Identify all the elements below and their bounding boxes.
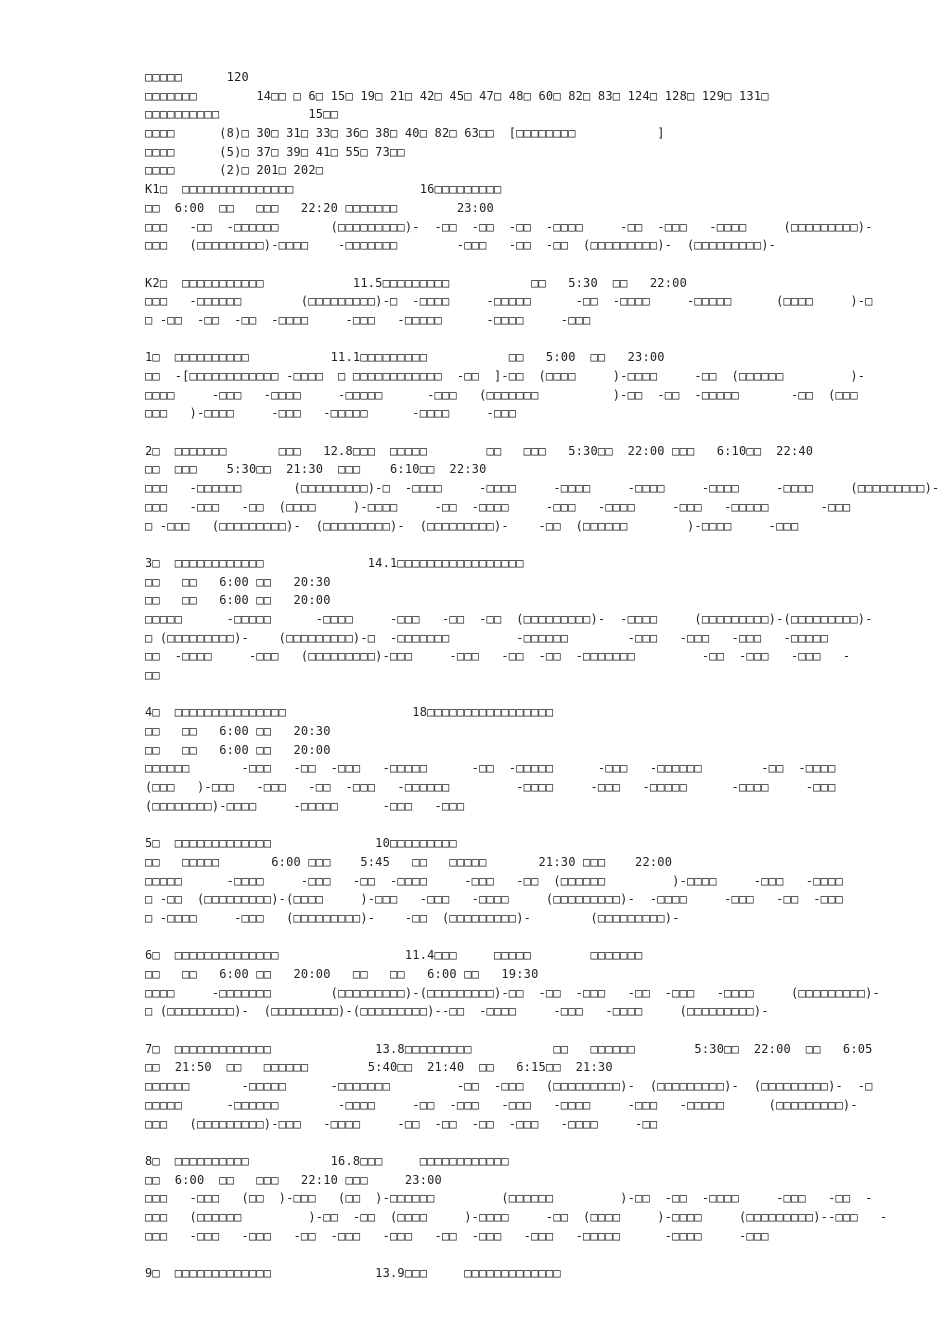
text-line: □□□□ -□□□□□□□ (□□□□□□□□□)-(□□□□□□□□□)-□□ -□□ -□□□ -□□ -□□□ -□□□□ (□□□□□□□□□)- — [145, 985, 881, 1000]
text-line: □□□□□□ -□□□□□ -□□□□□□□ -□□ -□□□ (□□□□□□□□□)- (□□□□□□□□□)- (□□□□□□□□□)- -□ — [145, 1079, 873, 1094]
text-line: □□ □□ 6:00 □□ 20:00 □□ □□ 6:00 □□ 19:30 — [145, 967, 539, 981]
text-line: □ (□□□□□□□□□)- (□□□□□□□□□)-(□□□□□□□□□)--□□ -□□□□ -□□□ -□□□□ (□□□□□□□□□)- — [145, 1004, 769, 1019]
text-line: □□□□ (5)□ 37□ 39□ 41□ 55□ 73□□ — [145, 144, 405, 159]
text-line: □□□ (□□□□□□□□□)-□□□ -□□□□ -□□ -□□ -□□ -□□□ -□□□□ -□□ — [145, 1116, 658, 1131]
text-line: 7□ □□□□□□□□□□□□□ 13.8□□□□□□□□□ □□ □□□□□□ 5:30□□ 22:00 □□ 6:05 — [145, 1041, 873, 1056]
text-line: □□ □□□□□ 6:00 □□□ 5:45 □□ □□□□□ 21:30 □□□ 22:00 — [145, 854, 673, 869]
paragraph-gap — [145, 816, 825, 835]
paragraph-gap — [145, 255, 825, 274]
text-line: 4□ □□□□□□□□□□□□□□□ 18□□□□□□□□□□□□□□□□□ — [145, 705, 554, 720]
text-line: □□□□□ -□□□□□□ -□□□□ -□□ -□□□ -□□□ -□□□□ -□□□ -□□□□□ (□□□□□□□□□)- — [145, 1097, 858, 1112]
text-line: □□□□□ 120 — [145, 70, 249, 84]
text-line: □□ -[□□□□□□□□□□□□ -□□□□ □ □□□□□□□□□□□□ -□□ ]-□□ (□□□□ )-□□□□ -□□ (□□□□□□ )- — [145, 369, 866, 383]
text-line: 1□ □□□□□□□□□□ 11.1□□□□□□□□□ □□ 5:00 □□ 23:00 — [145, 350, 665, 365]
paragraph-gap — [145, 1021, 825, 1040]
text-line: □□ 21:50 □□ □□□□□□ 5:40□□ 21:40 □□ 6:15□□ 21:30 — [145, 1060, 613, 1075]
text-line: □□□□ (8)□ 30□ 31□ 33□ 36□ 38□ 40□ 82□ 63□□ [□□□□□□□□ ] — [145, 126, 665, 141]
text-line: □□□□□□□ 14□□ □ 6□ 15□ 19□ 21□ 42□ 45□ 47□ 48□ 60□ 82□ 83□ 124□ 128□ 129□ 131□ — [145, 88, 769, 103]
paragraph-gap — [145, 423, 825, 442]
paragraph-gap — [145, 330, 825, 349]
text-line: □□ □□ 6:00 □□ 20:30 — [145, 574, 331, 589]
text-line: □□□□□□□□□□ 15□□ — [145, 107, 339, 122]
text-line: □□□ (□□□□□□ )-□□ -□□ (□□□□ )-□□□□ -□□ (□□□□ )-□□□□ (□□□□□□□□□)--□□□ - — [145, 1209, 888, 1224]
text-line: □□□ -□□ -□□□□□□ (□□□□□□□□□)- -□□ -□□ -□□ -□□□□ -□□ -□□□ -□□□□ (□□□□□□□□□)- — [145, 219, 873, 234]
text-line: □ -□□□□ -□□□ (□□□□□□□□□)- -□□ (□□□□□□□□□)- (□□□□□□□□□)- — [145, 910, 680, 925]
text-line: 5□ □□□□□□□□□□□□□ 10□□□□□□□□□ — [145, 836, 457, 851]
text-line: 3□ □□□□□□□□□□□□ 14.1□□□□□□□□□□□□□□□□□ — [145, 555, 524, 570]
paragraph-gap — [145, 535, 825, 554]
text-line: □□ -□□□□ -□□□ (□□□□□□□□□)-□□□ -□□□ -□□ -□□ -□□□□□□□ -□□ -□□□ -□□□ - — [145, 649, 851, 664]
text-line: □□□ (□□□□□□□□□)-□□□□ -□□□□□□□ -□□□ -□□ -□□ (□□□□□□□□□)- (□□□□□□□□□)- — [145, 238, 777, 253]
text-line: K1□ □□□□□□□□□□□□□□□ 16□□□□□□□□□ — [145, 182, 502, 197]
paragraph-gap — [145, 928, 825, 947]
text-line: □□ □□ 6:00 □□ 20:00 — [145, 742, 331, 757]
text-line: □□ □□ 6:00 □□ 20:30 — [145, 724, 331, 739]
text-line: K2□ □□□□□□□□□□□ 11.5□□□□□□□□□ □□ 5:30 □□ 22:00 — [145, 275, 687, 290]
text-line: □□□ -□□□ -□□ (□□□□ )-□□□□ -□□ -□□□□ -□□□ -□□□□ -□□□ -□□□□□ -□□□ — [145, 499, 851, 514]
text-line: (□□□ )-□□□ -□□□ -□□ -□□□ -□□□□□□ -□□□□ -□□□ -□□□□□ -□□□□ -□□□ — [145, 780, 836, 795]
text-line: □ (□□□□□□□□□)- (□□□□□□□□□)-□ -□□□□□□□ -□□□□□□ -□□□ -□□□ -□□□ -□□□□□ — [145, 630, 829, 645]
text-line: □□□ )-□□□□ -□□□ -□□□□□ -□□□□ -□□□ — [145, 406, 517, 421]
text-line: □□□□□ -□□□□ -□□□ -□□ -□□□□ -□□□ -□□ (□□□□□□ )-□□□□ -□□□ -□□□□ — [145, 873, 843, 888]
text-line: 8□ □□□□□□□□□□ 16.8□□□ □□□□□□□□□□□□ — [145, 1153, 509, 1168]
text-line: □□□□□ -□□□□□ -□□□□ -□□□ -□□ -□□ (□□□□□□□□□)- -□□□□ (□□□□□□□□□)-(□□□□□□□□□)- — [145, 611, 873, 626]
text-line: □ -□□□ (□□□□□□□□□)- (□□□□□□□□□)- (□□□□□□□□□)- -□□ (□□□□□□ )-□□□□ -□□□ — [145, 518, 799, 533]
text-line: □□□ -□□□□□□ (□□□□□□□□□)-□ -□□□□ -□□□□□ -□□ -□□□□ -□□□□□ (□□□□ )-□ — [145, 294, 873, 309]
text-line: □□ 6:00 □□ □□□ 22:20 □□□□□□□ 23:00 — [145, 200, 494, 215]
paragraph-gap — [145, 1133, 825, 1152]
text-line: 6□ □□□□□□□□□□□□□□ 11.4□□□ □□□□□ □□□□□□□ — [145, 948, 643, 963]
text-line: □□□□□□ -□□□ -□□ -□□□ -□□□□□ -□□ -□□□□□ -□□□ -□□□□□□ -□□ -□□□□ — [145, 761, 836, 776]
text-line: □ -□□ -□□ -□□ -□□□□ -□□□ -□□□□□ -□□□□ -□□□ — [145, 312, 591, 327]
document-body — [145, 68, 940, 1283]
text-line: □□ □□□ 5:30□□ 21:30 □□□ 6:10□□ 22:30 — [145, 462, 487, 477]
text-line: □□□ -□□□□□□ (□□□□□□□□□)-□ -□□□□ -□□□□ -□□□□ -□□□□ -□□□□ -□□□□ (□□□□□□□□□)- — [145, 481, 940, 496]
text-line: 9□ □□□□□□□□□□□□□ 13.9□□□ □□□□□□□□□□□□□ — [145, 1266, 561, 1280]
text-line: □□ □□ 6:00 □□ 20:00 — [145, 593, 331, 608]
text-line: □□ — [145, 668, 160, 682]
paragraph-gap — [145, 685, 825, 704]
text-line: □□□ -□□□ (□□ )-□□□ (□□ )-□□□□□□ (□□□□□□ )-□□ -□□ -□□□□ -□□□ -□□ - — [145, 1191, 873, 1206]
text-line: □□□ -□□□ -□□□ -□□ -□□□ -□□□ -□□ -□□□ -□□□ -□□□□□ -□□□□ -□□□ — [145, 1228, 769, 1243]
text-line: □□□□ -□□□ -□□□□ -□□□□□ -□□□ (□□□□□□□ )-□□ -□□ -□□□□□ -□□ (□□□ — [145, 387, 858, 402]
text-line: □ -□□ (□□□□□□□□□)-(□□□□ )-□□□ -□□□ -□□□□ (□□□□□□□□□)- -□□□□ -□□□ -□□ -□□□ — [145, 892, 843, 907]
text-line: □□ 6:00 □□ □□□ 22:10 □□□ 23:00 — [145, 1172, 442, 1187]
text-line: (□□□□□□□□)-□□□□ -□□□□□ -□□□ -□□□ — [145, 798, 465, 813]
text-line: 2□ □□□□□□□ □□□ 12.8□□□ □□□□□ □□ □□□ 5:30□□ 22:00 □□□ 6:10□□ 22:40 — [145, 443, 814, 458]
paragraph-gap — [145, 1245, 825, 1264]
text-line: □□□□ (2)□ 201□ 202□ — [145, 163, 324, 178]
